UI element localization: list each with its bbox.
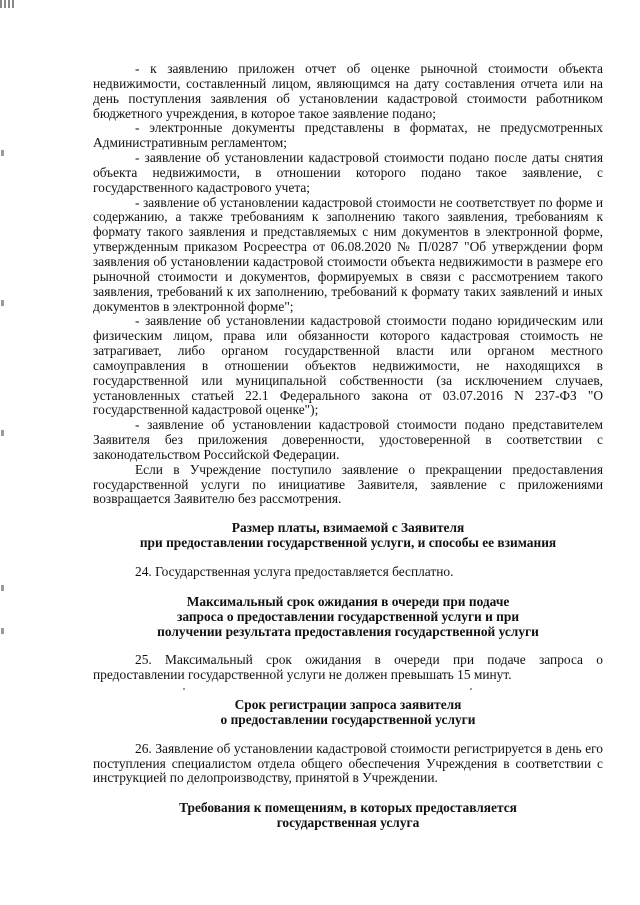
section-heading-wait: запроса о предоставлении государственной услуги и при <box>176 608 520 624</box>
section-heading-premises: Требования к помещениям, в которых предоставляется <box>179 800 517 816</box>
list-item: - заявление об установлении кадастровой стоимости не соответствует по форме и содержанию, а также требованиям к заполнению такого заявления, требованиям к формату такого заявления и представляемых с ним документов в электронной форме, утвержденным приказом Росреестра от 06.08.2020 № П/0287 "Об утверждении форм заявления об установлении кадастровой стоимости объекта недвижимости в размере его рыночной стоимости и документов, формируемых в связи с рассмотрением такого заявления, требований к их заполнению, требований к формату таких заявлений и иных документов в электронной форме"; <box>93 194 603 314</box>
section-heading-registration: о предоставлении государственной услуги <box>220 711 476 727</box>
section-heading-premises: государственная услуга <box>276 815 420 831</box>
list-item: - заявление об установлении кадастровой стоимости подано представителем Заявителя без приложения доверенности, удостоверенной в соответствии с законодательством Российской Федерации. <box>93 417 603 462</box>
list-item: - к заявлению приложен отчет об оценке рыночной стоимости объекта недвижимости, составленный лицом, являющимся на дату составления отчета или на день поступления заявления об установлении кадастровой стоимости работником бюджетного учреждения, в которое такое заявление подано; <box>93 61 603 121</box>
scan-corner-mark <box>0 0 14 8</box>
list-item: - заявление об установлении кадастровой стоимости подано юридическим или физическим лицом, права или обязанности которого кадастровая стоимость не затрагивает, либо органом государственной власти или органом местного самоуправления в отношении объектов недвижимости, не находящихся в государственной или муниципальной собственности (за исключением случаев, установленных статьей 22.1 Федерального закона от 03.07.2016 N 237-ФЗ "О государственной кадастровой оценке"); <box>93 313 603 418</box>
paragraph-24: 24. Государственная услуга предоставляется бесплатно. <box>135 564 454 579</box>
document-body <box>93 62 603 831</box>
paragraph-25: 25. Максимальный срок ожидания в очереди при подаче запроса о предоставлении государственной услуги не должен превышать 15 минут. <box>93 652 603 683</box>
section-heading-fee: при предоставлении государственной услуги, и способы ее взимания <box>139 535 557 551</box>
paragraph-26: 26. Заявление об установлении кадастровой стоимости регистрируется в день его поступления специалистом отдела общего обеспечения Учреждения в соответствии с инструкцией по делопроизводству, принятой в Учреждении. <box>93 740 603 786</box>
section-heading-fee: Размер платы, взимаемой с Заявителя <box>231 520 465 536</box>
list-item: - электронные документы представлены в форматах, не предусмотренных Административным регламентом; <box>93 120 603 151</box>
section-heading-wait: Максимальный срок ожидания в очереди при подаче <box>186 593 510 609</box>
paragraph-withdrawal: Если в Учреждение поступило заявление о прекращении предоставления государственной услуги по инициативе Заявителя, заявление с приложениями возвращается Заявителю без рассмотрения. <box>93 461 603 507</box>
list-item: - заявление об установлении кадастровой стоимости подано после даты снятия объекта недвижимости, в отношении которого подано такое заявление, с государственного кадастрового учета; <box>93 150 603 195</box>
section-heading-wait: получении результата предоставления государственной услуги <box>157 623 539 639</box>
section-heading-registration: Срок регистрации запроса заявителя <box>234 697 462 713</box>
